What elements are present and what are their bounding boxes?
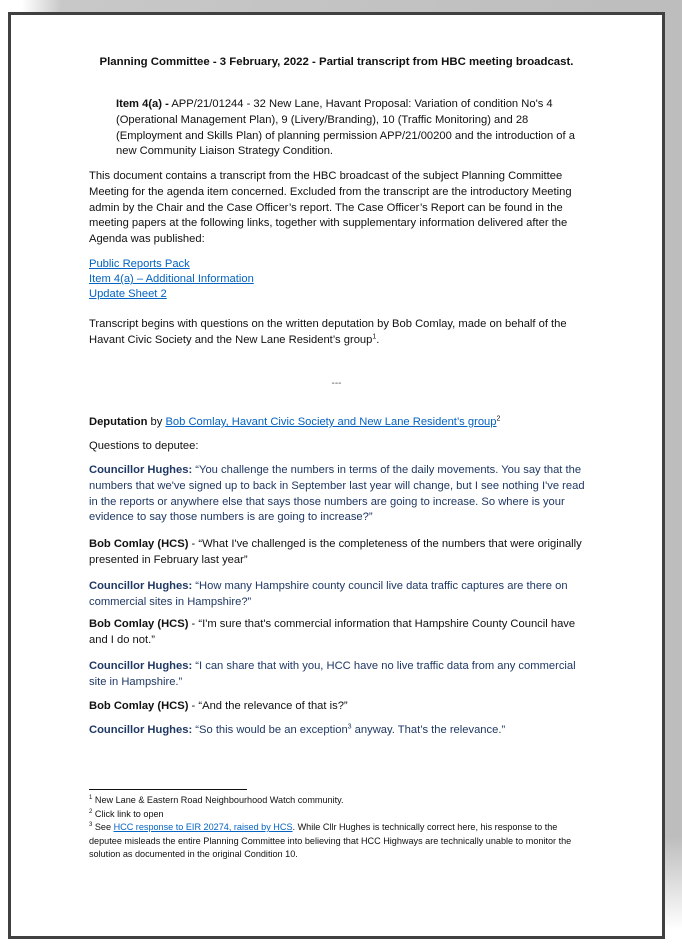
- footnote-number: 3: [89, 822, 93, 829]
- speaker-name: Bob Comlay (HCS): [89, 618, 189, 630]
- speaker-name: Councillor Hughes:: [89, 464, 193, 476]
- links-list: [89, 257, 254, 303]
- agenda-item-label: Item 4(a) -: [116, 98, 169, 110]
- footnote-text: New Lane & Eastern Road Neighbourhood Watch community.: [92, 795, 344, 805]
- footnote-number: 2: [89, 808, 93, 815]
- intro-paragraph: This document contains a transcript from the HBC broadcast of the subject Planning Committee Meeting for the agenda item concerned. Excluded from the transcript are the introductory Meeting admin by the Chair and the Case Officer’s report. The Case Officer’s Report can be found in the meeting papers at the following links, together with supplementary information delivered after the Agenda was published:: [89, 170, 572, 246]
- speaker-name: Bob Comlay (HCS): [89, 538, 189, 550]
- transcript-intro: [89, 317, 589, 349]
- footnote-number: 1: [89, 794, 93, 801]
- speech-text: “How many Hampshire county council live data traffic captures are there on commercial sites in Hampshire?”: [89, 580, 568, 608]
- speech-text: - “What I've challenged is the completeness of the numbers that were originally presented in February last year”: [89, 538, 582, 566]
- speech-text-end: anyway. That’s the relevance.”: [351, 724, 506, 736]
- footnote-ref-1: 1: [372, 333, 377, 341]
- agenda-item: [116, 97, 596, 160]
- document-title: Planning Committee - 3 February, 2022 - Partial transcript from HBC meeting broadcast.: [99, 56, 574, 68]
- exchange-councillor-4: [89, 723, 589, 739]
- deputation-label: Deputation: [89, 416, 148, 428]
- speech-text: - “And the relevance of that is?”: [188, 700, 348, 712]
- deputation-line: [89, 415, 589, 431]
- link-item-4a-additional-information[interactable]: Item 4(a) – Additional Information: [89, 273, 254, 286]
- agenda-item-text: APP/21/01244 - 32 New Lane, Havant Proposal: Variation of condition No's 4 (Operational Management Plan), 9 (Livery/Branding), 10 (Traffic Monitoring) and 28 (Employment and Skills Plan) of planning permission APP/21/00200 and the introduction of a new Community Liaison Strategy Condition.: [116, 98, 575, 158]
- speech-text: “You challenge the numbers in terms of the daily movements. You say that the numbers that we've signed up to back in September last year will change, but I see nothing I've read in the reports or anywhere else that says those numbers are going to increase. So where is your evidence to say those numbers is are going to increase?”: [89, 464, 585, 524]
- footnote-text: Click link to open: [92, 808, 164, 819]
- footnote-3: [89, 821, 589, 862]
- section-divider: ---: [331, 378, 342, 389]
- link-public-reports-pack[interactable]: Public Reports Pack: [89, 258, 190, 270]
- exchange-deputee-2: [89, 617, 589, 649]
- footnote-text: . While Cllr Hughes is technically correct here, his response to the deputee misleads the entire Planning Committee into believing that HCC Highways are technically unable to monitor the solution as documented in the original Condition 10.: [89, 822, 572, 860]
- speaker-name: Councillor Hughes:: [89, 724, 193, 736]
- deputation-link[interactable]: Bob Comlay, Havant Civic Society and New Lane Resident’s group: [165, 416, 497, 428]
- footnote-prefix: See: [92, 822, 114, 833]
- speaker-name: Bob Comlay (HCS): [89, 700, 189, 712]
- page-shadow-right: [665, 0, 682, 930]
- exchange-councillor-1: [89, 463, 589, 526]
- speech-text: - “I'm sure that's commercial information that Hampshire County Council have and I do not.”: [89, 618, 576, 646]
- exchange-councillor-2: [89, 579, 589, 611]
- exchange-deputee-3: [89, 699, 589, 715]
- transcript-intro-end: .: [376, 333, 380, 346]
- footnote-2: [89, 808, 589, 822]
- footnote-ref-2: 2: [496, 415, 501, 423]
- transcript-intro-text: Transcript begins with questions on the written deputation by Bob Comlay, made on behalf of the Havant Civic Society and the New Lane Resident’s group: [89, 318, 567, 346]
- footnote-separator: [89, 789, 247, 790]
- speaker-name: Councillor Hughes:: [89, 660, 193, 672]
- document-page: [8, 12, 665, 939]
- link-update-sheet-2[interactable]: Update Sheet 2: [89, 288, 167, 301]
- footnote-link-hcc-response[interactable]: HCC response to EIR 20274, raised by HCS: [113, 822, 293, 833]
- footnotes: [89, 794, 589, 862]
- footnote-1: [89, 794, 589, 808]
- speech-text: “I can share that with you, HCC have no live traffic data from any commercial site in Hampshire.”: [89, 660, 576, 688]
- speech-text: “So this would be an exception: [192, 724, 348, 736]
- questions-heading: Questions to deputee:: [89, 440, 199, 452]
- exchange-councillor-3: [89, 659, 589, 691]
- document-content: [11, 15, 662, 936]
- footnote-ref-3: 3: [347, 723, 352, 731]
- exchange-deputee-1: [89, 537, 589, 569]
- speaker-name: Councillor Hughes:: [89, 580, 193, 592]
- deputation-by: by: [147, 416, 166, 428]
